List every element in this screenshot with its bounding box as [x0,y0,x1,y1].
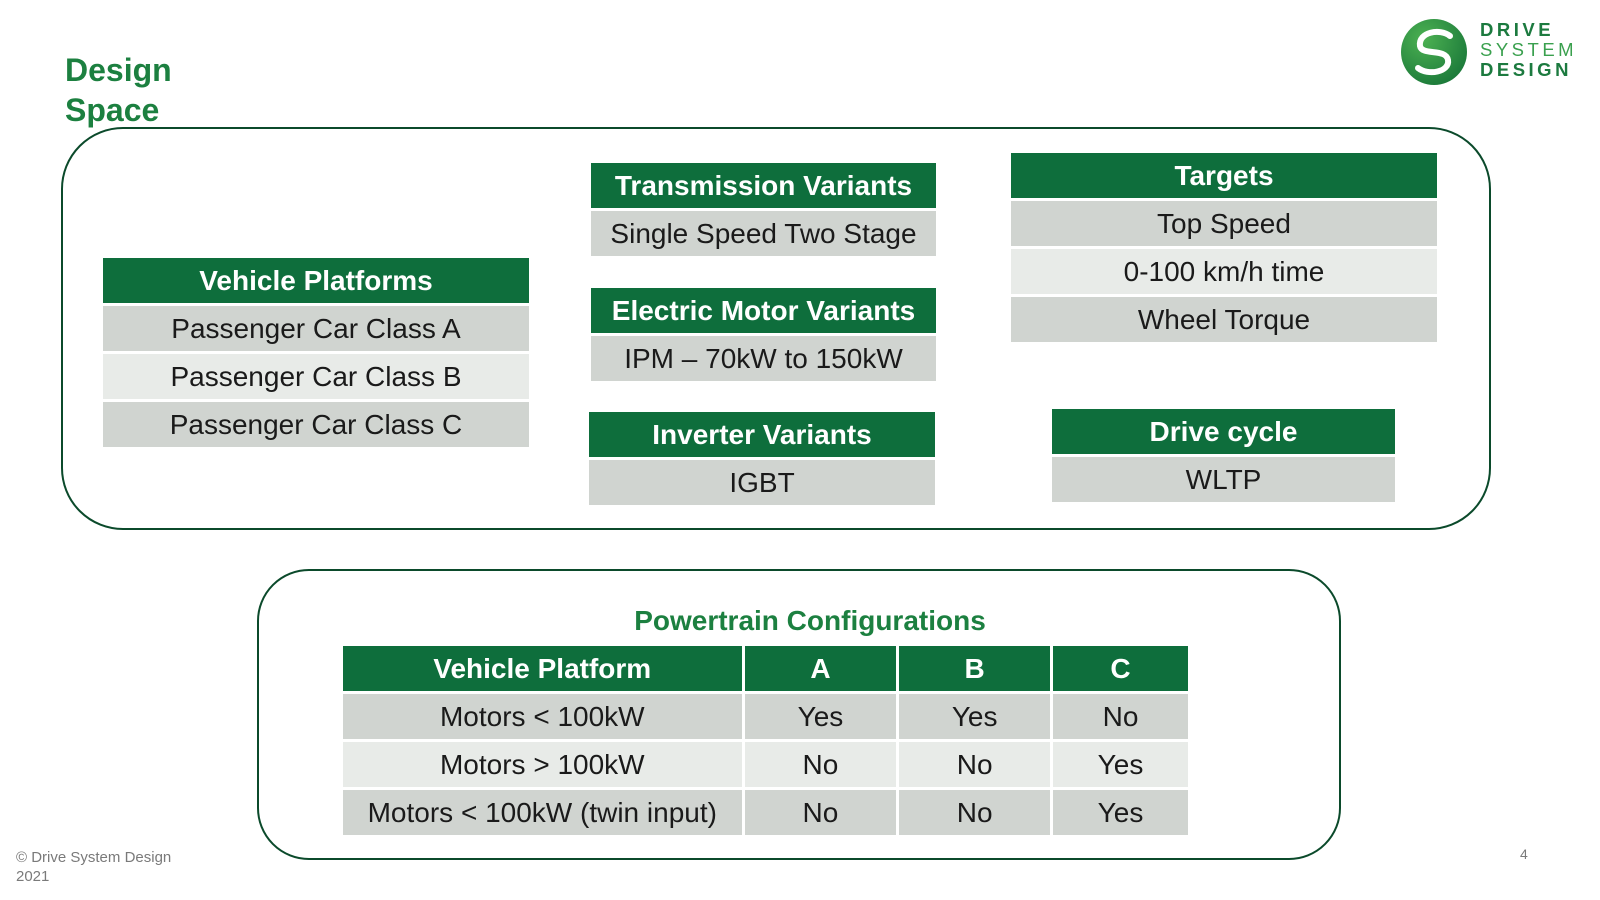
footer-copyright [16,848,216,886]
column-header-a: A [743,645,898,693]
drive-cycle-header: Drive cycle [1051,408,1397,456]
powertrain-configurations-title: Powertrain Configurations [634,605,986,636]
electric-motor-variants-table [588,285,939,384]
vehicle-platforms-header: Vehicle Platforms [102,257,531,305]
vehicle-platform-cell: Passenger Car Class C [102,401,531,449]
table-cell: Yes [898,693,1052,741]
vehicle-platform-cell: Passenger Car Class A [102,305,531,353]
vehicle-platforms-table [100,255,532,450]
transmission-variants-table [588,160,939,259]
table-cell: No [743,789,898,837]
target-cell: Wheel Torque [1010,296,1439,344]
table-cell: Motors < 100kW (twin input) [342,789,744,837]
powertrain-configurations-table [340,643,1191,838]
electric-motor-variant-cell: IPM – 70kW to 150kW [590,335,938,383]
slide-title-line1: Design [65,52,172,88]
targets-table [1008,150,1440,345]
footer-copyright-text: © Drive System Design [16,849,172,866]
table-cell: No [898,741,1052,789]
drive-cycle-table [1049,406,1398,505]
target-cell: 0-100 km/h time [1010,248,1439,296]
company-logo [1400,16,1590,88]
table-row [342,789,1190,837]
table-cell: No [898,789,1052,837]
column-header-c: C [1052,645,1190,693]
target-cell: Top Speed [1010,200,1439,248]
inverter-variants-table [586,409,938,508]
slide-title [65,50,172,130]
column-header-vehicle-platform: Vehicle Platform [342,645,744,693]
table-cell: Yes [743,693,898,741]
column-header-b: B [898,645,1052,693]
table-cell: Motors > 100kW [342,741,744,789]
page-number: 4 [1520,846,1528,862]
transmission-variants-header: Transmission Variants [590,162,938,210]
table-row [342,741,1190,789]
footer-year: 2021 [16,868,50,885]
drive-system-design-logo-icon [1400,18,1468,86]
vehicle-platform-cell: Passenger Car Class B [102,353,531,401]
table-cell: No [743,741,898,789]
logo-text-line1: DRIVE [1480,19,1555,40]
logo-text-line3: DESIGN [1480,59,1572,80]
table-cell: Yes [1052,789,1190,837]
targets-header: Targets [1010,152,1439,200]
table-cell: Motors < 100kW [342,693,744,741]
drive-cycle-cell: WLTP [1051,456,1397,504]
inverter-variants-header: Inverter Variants [588,411,937,459]
electric-motor-variants-header: Electric Motor Variants [590,287,938,335]
inverter-variant-cell: IGBT [588,459,937,507]
table-cell: Yes [1052,741,1190,789]
slide-title-line2: Space [65,92,160,128]
transmission-variant-cell: Single Speed Two Stage [590,210,938,258]
table-cell: No [1052,693,1190,741]
table-row [342,693,1190,741]
logo-text-line2: SYSTEM [1480,39,1578,60]
